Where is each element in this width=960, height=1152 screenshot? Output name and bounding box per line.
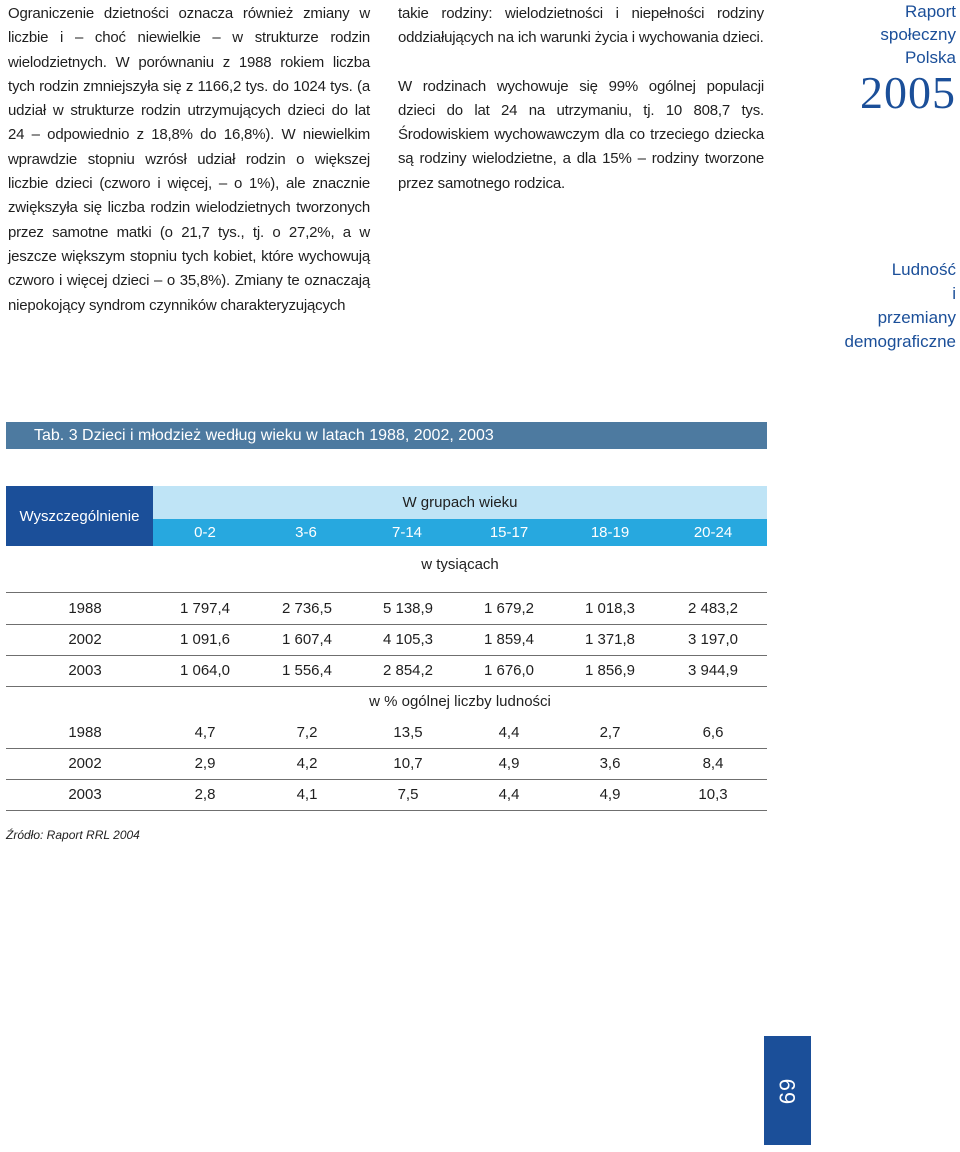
table-cell: 4 105,3 bbox=[382, 631, 434, 648]
table-cell: 1 018,3 bbox=[584, 600, 636, 617]
table-cell: 1 556,4 bbox=[281, 662, 333, 679]
paragraph: W rodzinach wychowuje się 99% ogólnej populacji dzieci do lat 24 na utrzymaniu, tj. 10 808,7 tys. Środowiskiem wychowawczym dla co trzeciego dziecka są rodziny wielodzietne, a dla 15% – rodziny tworzone przez samotnego rodzica. bbox=[398, 77, 764, 192]
unit-label: w tysiącach bbox=[421, 556, 499, 573]
table-cell: 4,9 bbox=[599, 786, 621, 803]
paragraph: takie rodziny: wielodzietności i niepełności rodziny oddziałujących na ich warunki życia i wychowania dzieci. bbox=[398, 5, 764, 47]
table-source: Źródło: Raport RRL 2004 bbox=[6, 828, 140, 842]
table-cell: 4,4 bbox=[498, 724, 520, 741]
table-header-left: Wyszczególnienie bbox=[6, 486, 153, 546]
age-group-header: 0-2 bbox=[194, 524, 216, 541]
brand-line: społeczny bbox=[880, 25, 956, 44]
table-header-group: W grupach wieku bbox=[153, 486, 767, 519]
age-group-header: 3-6 bbox=[295, 524, 317, 541]
table-cell: 2,7 bbox=[599, 724, 621, 741]
section-line: demograficzne bbox=[844, 332, 956, 351]
table-row bbox=[0, 717, 770, 748]
left-text-column bbox=[8, 2, 370, 336]
age-group-header: 18-19 bbox=[590, 524, 630, 541]
table-cell: 1 859,4 bbox=[483, 631, 535, 648]
table-header-ages bbox=[153, 519, 767, 546]
row-divider bbox=[6, 686, 767, 687]
section-line: Ludność bbox=[891, 260, 956, 279]
table-cell: 4,7 bbox=[194, 724, 216, 741]
row-year: 2002 bbox=[68, 631, 102, 648]
table-cell: 3 944,9 bbox=[687, 662, 739, 679]
table-title: Tab. 3 Dzieci i młodzież według wieku w latach 1988, 2002, 2003 bbox=[6, 422, 767, 449]
report-branding bbox=[806, 0, 956, 117]
table-cell: 3 197,0 bbox=[687, 631, 739, 648]
page-number-tab bbox=[764, 1036, 811, 1145]
table-cell: 2 854,2 bbox=[382, 662, 434, 679]
section-line: i bbox=[952, 284, 956, 303]
row-year: 1988 bbox=[68, 600, 102, 617]
table-cell: 4,9 bbox=[498, 755, 520, 772]
row-year: 2003 bbox=[68, 786, 102, 803]
table-cell: 3,6 bbox=[599, 755, 621, 772]
row-year: 2002 bbox=[68, 755, 102, 772]
table-cell: 7,2 bbox=[296, 724, 318, 741]
table-row bbox=[0, 748, 770, 779]
page-number: 69 bbox=[774, 1077, 800, 1104]
table-cell: 8,4 bbox=[702, 755, 724, 772]
table-cell: 2 483,2 bbox=[687, 600, 739, 617]
brand-line: Raport bbox=[904, 2, 956, 21]
table-row bbox=[0, 624, 770, 655]
table-cell: 4,4 bbox=[498, 786, 520, 803]
table-cell: 2,9 bbox=[194, 755, 216, 772]
table-cell: 7,5 bbox=[397, 786, 419, 803]
age-group-header: 20-24 bbox=[693, 524, 733, 541]
table-cell: 1 091,6 bbox=[179, 631, 231, 648]
table-cell: 13,5 bbox=[393, 724, 423, 741]
table-cell: 2 736,5 bbox=[281, 600, 333, 617]
brand-year: 2005 bbox=[860, 67, 956, 118]
section-name bbox=[776, 258, 956, 354]
table-row bbox=[0, 593, 770, 624]
age-group-header: 15-17 bbox=[489, 524, 529, 541]
middle-text-column bbox=[398, 2, 764, 214]
row-year: 1988 bbox=[68, 724, 102, 741]
table-cell: 5 138,9 bbox=[382, 600, 434, 617]
table-row bbox=[0, 655, 770, 686]
table-cell: 1 064,0 bbox=[179, 662, 231, 679]
row-year: 2003 bbox=[68, 662, 102, 679]
table-cell: 1 371,8 bbox=[584, 631, 636, 648]
table-cell: 4,1 bbox=[296, 786, 318, 803]
table-cell: 10,3 bbox=[698, 786, 728, 803]
row-divider bbox=[6, 810, 767, 811]
table-cell: 1 607,4 bbox=[281, 631, 333, 648]
table-cell: 6,6 bbox=[702, 724, 724, 741]
table-cell: 4,2 bbox=[296, 755, 318, 772]
table-cell: 1 856,9 bbox=[584, 662, 636, 679]
table-cell: 10,7 bbox=[393, 755, 423, 772]
table-cell: 2,8 bbox=[194, 786, 216, 803]
table-cell: 1 676,0 bbox=[483, 662, 535, 679]
unit-label: w % ogólnej liczby ludności bbox=[369, 693, 551, 710]
section-line: przemiany bbox=[877, 308, 956, 327]
table-row bbox=[0, 779, 770, 810]
paragraph: Ograniczenie dzietności oznacza również zmiany w liczbie i – choć niewielkie – w strukturze rodzin wielodzietnych. W porównaniu z 1988 rokiem liczba tych rodzin zmniejszyła się z 1166,2 tys. do 1024 tys. (a udział w strukturze rodzin utrzymujących dzieci do lat 24 – odpowiednio z 18,8% do 16,8%). W niewielkim wprawdzie stopniu wzrósł udział rodzin o większej liczbie dzieci (czworo i więcej, – o 1%), ale znacznie zwiększyła się liczba rodzin wielodzietnych tworzonych przez samotne matki (o 21,7 tys., tj. o 27,2%, a w jeszcze większym stopniu tych kobiet, które wychowują czworo i więcej dzieci – o 35,8%). Zmiany te oznaczają niepokojący syndrom czynników charakteryzujących bbox=[8, 5, 370, 314]
age-group-header: 7-14 bbox=[391, 524, 423, 541]
brand-line: Polska bbox=[904, 48, 956, 67]
table-cell: 1 797,4 bbox=[179, 600, 231, 617]
table-cell: 1 679,2 bbox=[483, 600, 535, 617]
